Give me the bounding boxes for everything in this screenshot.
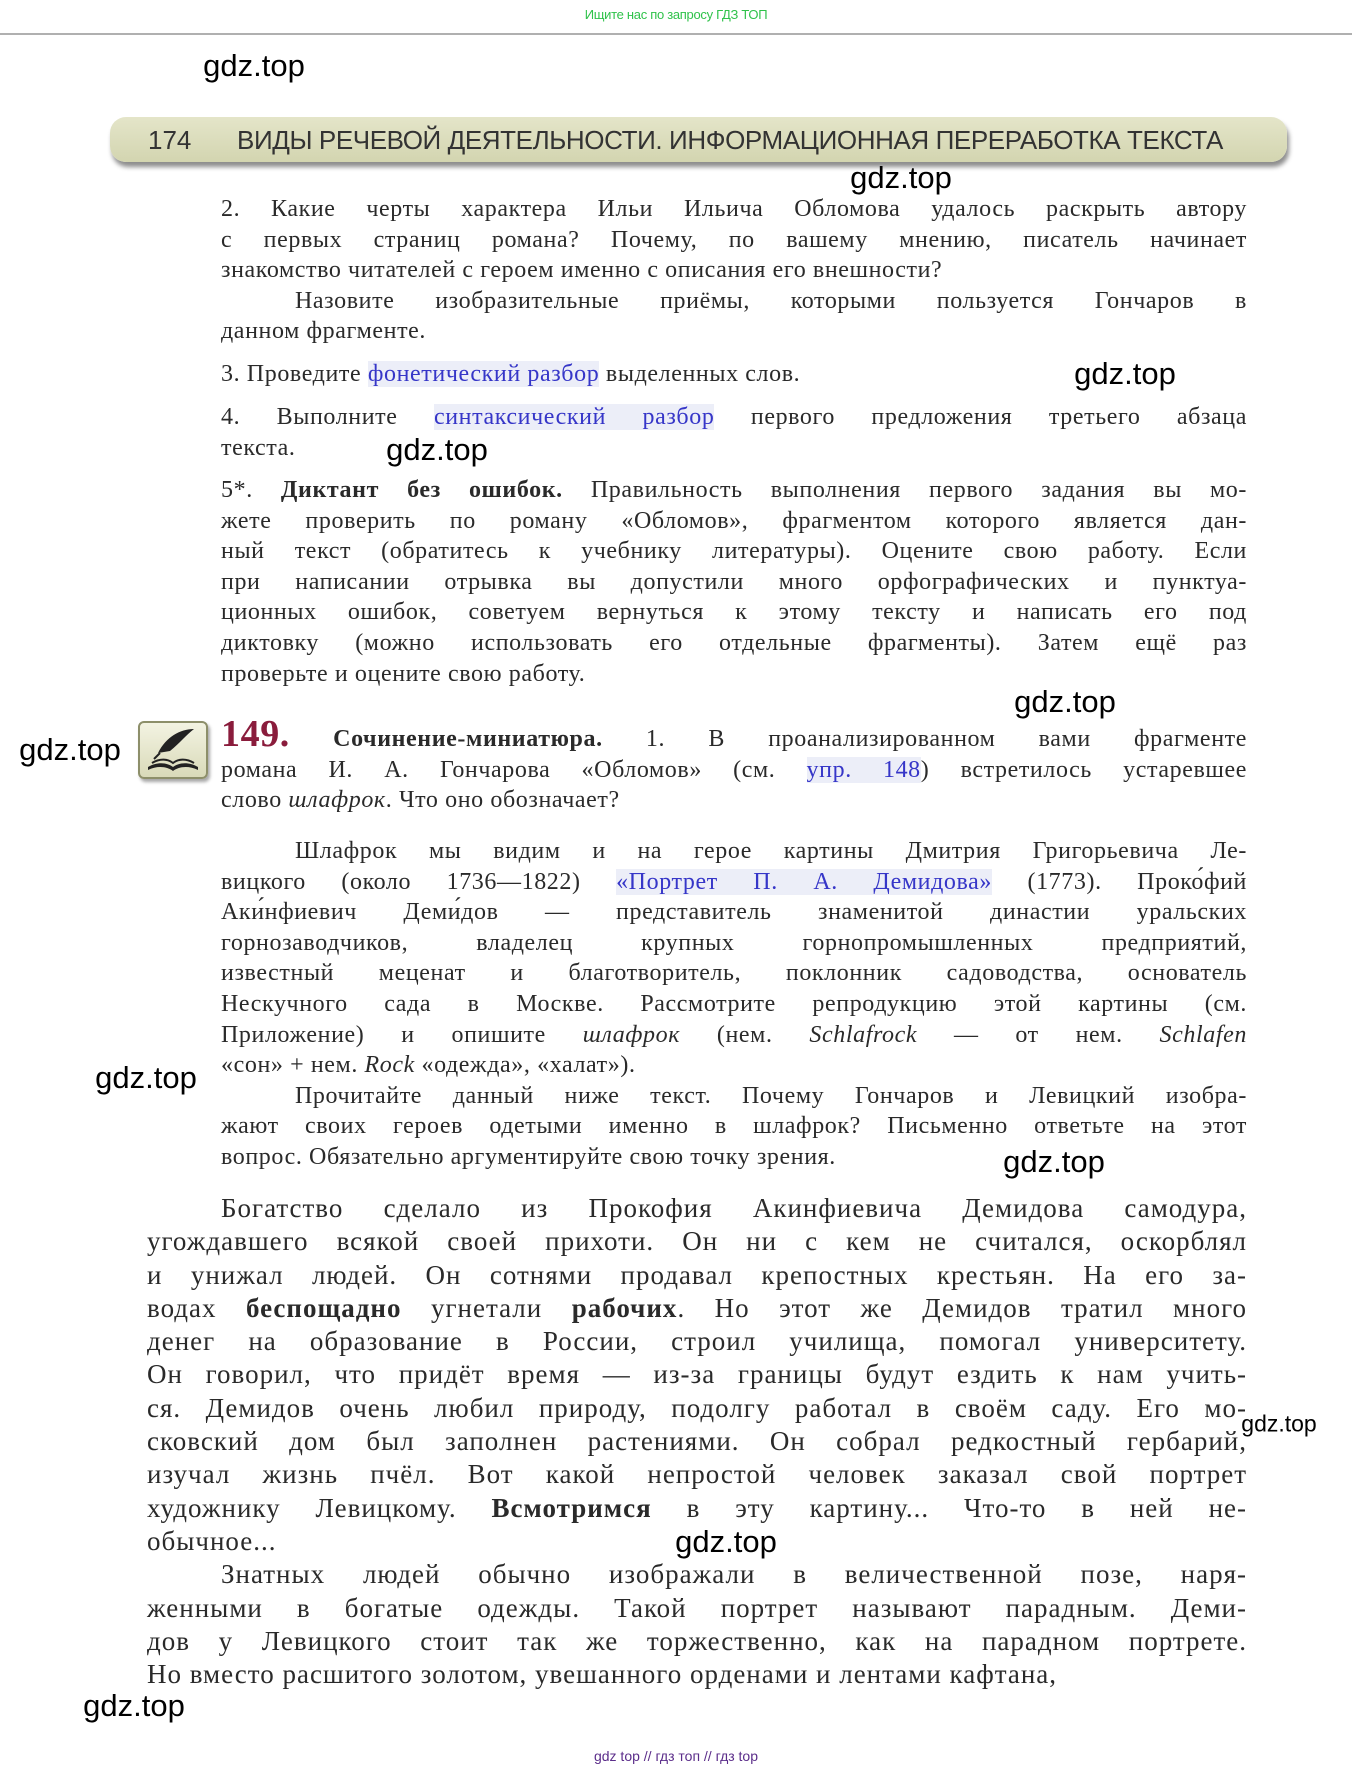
text-line [221,713,1247,755]
task-5 [221,475,1247,689]
chapter-header [110,117,1287,162]
text-segment: ся. Демидов очень любил природу, подолгу работал в своём саду. Его мо- [147,1392,1247,1423]
watermark: gdz.top [1014,684,1116,719]
text-line [147,1358,1247,1391]
paragraph [221,286,1247,347]
text-line [221,1020,1247,1051]
text-segment: «сон» + нем. [221,1052,365,1079]
watermark: gdz.top [850,160,952,195]
text-segment: — от нем. [917,1021,1160,1048]
watermark: gdz.top [19,732,121,767]
watermark: gdz.top [1074,356,1176,391]
text-line [147,1292,1247,1325]
text-segment: и унижал людей. Он сотнями продавал крепостных крестьян. На его за- [147,1259,1247,1290]
text-line [221,402,1247,433]
search-banner: Ищите нас по запросу ГДЗ ТОП [584,7,768,22]
bold-text: Сочинение-миниатюра. [289,726,603,752]
divider [0,33,1352,35]
text-segment: изучал жизнь пчёл. Вот какой непростой человек заказал свой портрет [147,1459,1247,1490]
text-segment: Приложение) и опишите [221,1021,583,1048]
text-segment: в эту картину... Что-то в ней не- [651,1492,1248,1523]
text-segment: Знатных людей обычно изображали в величественной позе, наря- [221,1559,1247,1590]
text-segment: Назовите изобразительные приёмы, которыми пользуется Гончаров в [295,287,1247,314]
text-line [221,836,1247,867]
task-4 [221,402,1247,463]
text-line [221,475,1247,506]
text-line [147,1658,1247,1691]
text-segment: горнозаводчиков, владелец крупных горнопромышленных предприятий, [221,929,1247,956]
text-segment: угнетали [401,1292,572,1323]
italic-text: шлафрок [288,787,386,814]
text-segment: слово [221,787,289,814]
text-segment: Правильность выполнения первого задания вы мо- [562,477,1247,503]
watermark: gdz.top [1241,1410,1317,1437]
text-segment: известный меценат и благотворитель, поклонник садоводства, основатель [221,960,1247,987]
watermark: gdz.top [83,1688,185,1723]
exercise-number: 149. [221,713,290,755]
text-segment: Шлафрок мы видим и на герое картины Дмитрия Григорьевича Ле- [295,838,1247,864]
text-segment: угождавшего всякой своей прихоти. Он ни с кем не считался, оскорблял [147,1226,1247,1257]
exercise-149 [221,713,1247,816]
text-line [221,536,1247,567]
text-segment: Он говорил, что придёт время — из-за границы будут ездить к нам учить- [147,1359,1247,1390]
page-number: 174 [148,125,192,155]
text-line [147,1192,1247,1225]
text-segment: сковский дом был заполнен растениями. Он собрал редкостный гербарий, [147,1426,1247,1457]
text-line [221,286,1247,317]
text-segment: 2. Какие черты характера Ильи Ильича Обломова удалось раскрыть автору [221,196,1247,222]
text-segment: вопрос. Обязательно аргументируйте свою точку зрения. [221,1143,836,1170]
paragraph [147,1192,1247,1558]
text-segment: выделенных слов. [599,361,801,387]
text-line [221,433,1247,464]
text-segment: 3. Проведите [221,361,368,387]
paragraph [147,1558,1247,1691]
text-line [221,255,1247,286]
text-segment: романа И. А. Гончарова «Обломов» (см. [221,756,807,783]
text-segment: с первых страниц романа? Почему, по вашему мнению, писатель начинает [221,226,1247,253]
text-segment: ный текст (обратитесь к учебнику литературы). Оцените свою работу. Если [221,538,1247,565]
text-line [221,597,1247,628]
italic-text: Rock [364,1052,415,1079]
text-segment: обычное... [147,1525,277,1556]
italic-text: шлафрок [582,1021,681,1048]
paragraph [221,402,1247,463]
italic-text: Schlafen [1159,1021,1247,1048]
text-segment: текста. [221,434,296,461]
text-line [147,1592,1247,1625]
text-line [221,225,1247,256]
text-segment: (нем. [680,1021,810,1048]
watermark: gdz.top [675,1524,777,1559]
text-line [147,1492,1247,1525]
text-line [147,1325,1247,1358]
text-segment: при написании отрывка вы допустили много орфографических и пунктуа- [221,568,1247,595]
text-line [221,785,1247,816]
text-line [147,1425,1247,1458]
text-line [147,1259,1247,1292]
text-segment: 1. В проанализированном вами фрагменте [602,726,1247,752]
text-line [221,1111,1247,1142]
watermark: gdz.top [203,48,305,83]
text-line [221,867,1247,898]
reference-link[interactable]: упр. 148 [806,756,921,783]
bold-text: Диктант без ошибок. [280,477,563,503]
text-segment: проверьте и оцените свою работу. [221,660,586,687]
text-line [221,989,1247,1020]
text-segment: «одежда», «халат»). [414,1052,636,1079]
watermark: gdz.top [95,1060,197,1095]
text-line [221,897,1247,928]
text-segment: 4. Выполните [221,404,434,430]
text-line [147,1458,1247,1491]
text-line [221,1081,1247,1112]
text-segment: первого предложения третьего абзаца [714,404,1247,430]
bold-text: рабочих [571,1292,678,1323]
exercise-149-shlafrok [221,836,1247,1173]
reference-link[interactable]: фонетический разбор [367,361,600,387]
reference-link[interactable]: «Портрет П. А. Демидова» [616,868,992,895]
text-segment: Богатство сделало из Прокофия Акинфиевича Демидова самодура, [221,1193,1247,1223]
text-segment: Аки́нфиевич Деми́дов — представитель знаменитой династии уральских [221,899,1247,926]
task-2 [221,194,1247,347]
text-segment: денег на образование в России, строил училища, помогал университету. [147,1326,1247,1357]
text-segment: водах [147,1292,246,1323]
text-segment: Но вместо расшитого золотом, увешанного орденами и лентами кафтана, [147,1659,1058,1690]
text-line [221,567,1247,598]
text-line [147,1392,1247,1425]
text-segment: Нескучного сада в Москве. Рассмотрите репродукцию этой картины (см. [221,990,1247,1017]
text-line [221,755,1247,786]
text-line [221,316,1247,347]
text-line [221,628,1247,659]
text-segment: жете проверить по роману «Обломов», фрагментом которого является дан- [221,507,1247,534]
text-segment: 5*. [221,477,281,503]
quill-book-icon [138,721,208,779]
text-segment: Прочитайте данный ниже текст. Почему Гончаров и Левицкий изобра- [295,1082,1247,1109]
text-line [147,1225,1247,1258]
bold-text: беспощадно [245,1292,402,1323]
paragraph [221,713,1247,816]
italic-text: Schlafrock [809,1021,918,1048]
text-segment: дов у Левицкого стоит так же торжественно, как на парадном портрете. [147,1625,1247,1656]
text-segment: женными в богатые одежды. Такой портрет называют парадным. Деми- [147,1592,1247,1623]
text-segment: вицкого (около 1736—1822) [221,868,617,895]
text-line [147,1558,1247,1591]
watermark: gdz.top [1003,1144,1105,1179]
text-line [221,506,1247,537]
paragraph [221,194,1247,286]
text-line [147,1625,1247,1658]
text-line [221,928,1247,959]
text-segment: жают своих героев одетыми именно в шлафрок? Письменно ответьте на этот [221,1113,1247,1140]
reading-text [147,1192,1247,1691]
text-line [221,194,1247,225]
text-segment: знакомство читателей с героем именно с описания его внешности? [221,257,943,284]
bold-text: Всмотримся [491,1492,652,1523]
watermark: gdz.top [386,432,488,467]
text-segment: (1773). Проко́фий [992,868,1247,895]
text-line [221,958,1247,989]
text-segment: диктовку (можно использовать его отдельные фрагменты). Затем ещё раз [221,629,1247,656]
text-segment: . Но этот же Демидов тратил много [677,1292,1247,1323]
text-segment: данном фрагменте. [221,318,427,345]
text-segment: . Что оно обозначает? [385,787,620,814]
paragraph [221,475,1247,689]
reference-link[interactable]: синтаксический разбор [433,404,715,430]
text-segment: ) встретилось устаревшее [920,756,1247,783]
text-segment: художнику Левицкому. [147,1492,492,1523]
paragraph [221,836,1247,1081]
text-segment: ционных ошибок, советуем вернуться к этому тексту и написать его под [221,599,1247,626]
chapter-title: ВИДЫ РЕЧЕВОЙ ДЕЯТЕЛЬНОСТИ. ИНФОРМАЦИОННАЯ ПЕРЕРАБОТКА ТЕКСТА [237,125,1223,155]
footer-links: gdz top // гдз топ // гдз top [593,1748,759,1764]
text-line [221,1050,1247,1081]
